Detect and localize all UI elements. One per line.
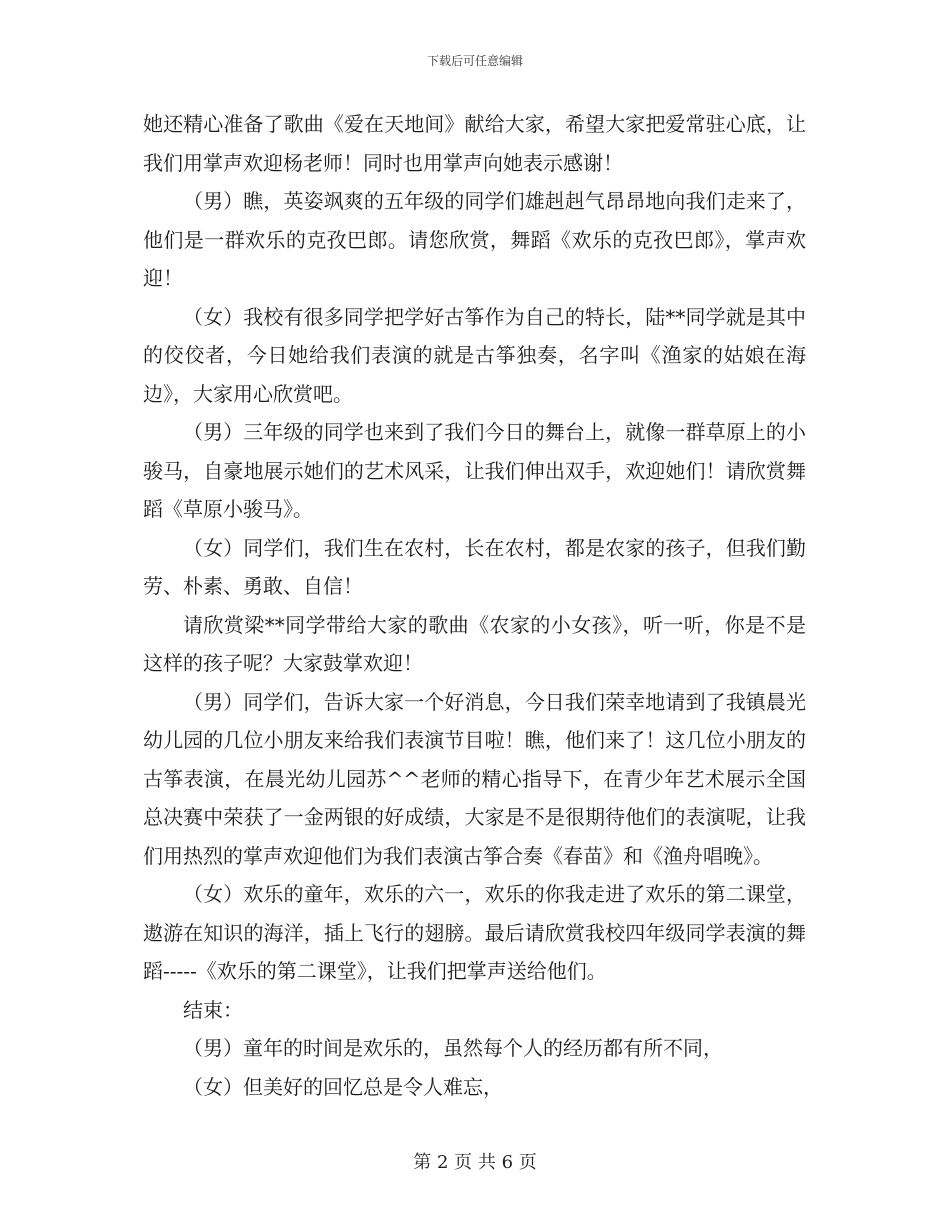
paragraph: 请欣赏梁**同学带给大家的歌曲《农家的小女孩》，听一听，你是不是这样的孩子呢？大家鼓掌欢迎！: [143, 612, 806, 675]
paragraph: （女）我校有很多同学把学好古筝作为自己的特长，陆**同学就是其中的佼佼者，今日她给我们表演的就是古筝独奏，名字叫《渔家的姑娘在海边》，大家用心欣赏吧。: [143, 304, 806, 406]
paragraph: 她还精心准备了歌曲《爱在天地间》献给大家，希望大家把爱常驻心底，让我们用掌声欢迎杨老师！同时也用掌声向她表示感谢！: [143, 112, 806, 175]
footer-prefix: 第: [413, 1152, 432, 1173]
total-pages: 6: [501, 1152, 514, 1173]
paragraph: （女）同学们，我们生在农村，长在农村，都是农家的孩子，但我们勤劳、朴素、勇敢、自信！: [143, 535, 806, 598]
page-footer: [0, 1148, 950, 1174]
paragraph: 结束：: [183, 997, 243, 1022]
paragraph: （男）瞧，英姿飒爽的五年级的同学们雄赳赳气昂昂地向我们走来了，他们是一群欢乐的克孜巴郎。请您欣赏，舞蹈《欢乐的克孜巴郎》，掌声欢迎！: [143, 189, 806, 290]
current-page-number: 2: [436, 1152, 449, 1173]
paragraph: （男）童年的时间是欢乐的，虽然每个人的经历都有所不同，: [183, 1036, 723, 1060]
footer-mid: 页 共: [454, 1152, 496, 1173]
footer-suffix: 页: [518, 1152, 537, 1173]
paragraph: （男）三年级的同学也来到了我们今日的舞台上，就像一群草原上的小骏马，自豪地展示她们的艺术风采，让我们伸出双手，欢迎她们！请欣赏舞蹈《草原小骏马》。: [143, 420, 806, 521]
paragraph: （男）同学们，告诉大家一个好消息，今日我们荣幸地请到了我镇晨光幼儿园的几位小朋友来给我们表演节目啦！瞧，他们来了！这几位小朋友的古筝表演，在晨光幼儿园苏^^老师的精心指导下，在青少年艺术展示全国总决赛中荣获了一金两银的好成绩，大家是不是很期待他们的表演呢，让我们用热烈的掌声欢迎他们为我们表演古筝合奏《春苗》和《渔舟唱晚》。: [143, 689, 806, 868]
document-body: [143, 105, 806, 1106]
paragraph: （女）欢乐的童年，欢乐的六一，欢乐的你我走进了欢乐的第二课堂，遨游在知识的海洋，插上飞行的翅膀。最后请欣赏我校四年级同学表演的舞蹈-----《欢乐的第二课堂》，让我们把掌声送给他们。: [143, 882, 806, 983]
paragraph: （女）但美好的回忆总是令人难忘，: [183, 1074, 503, 1099]
header-note: 下载后可任意编辑: [426, 54, 523, 68]
